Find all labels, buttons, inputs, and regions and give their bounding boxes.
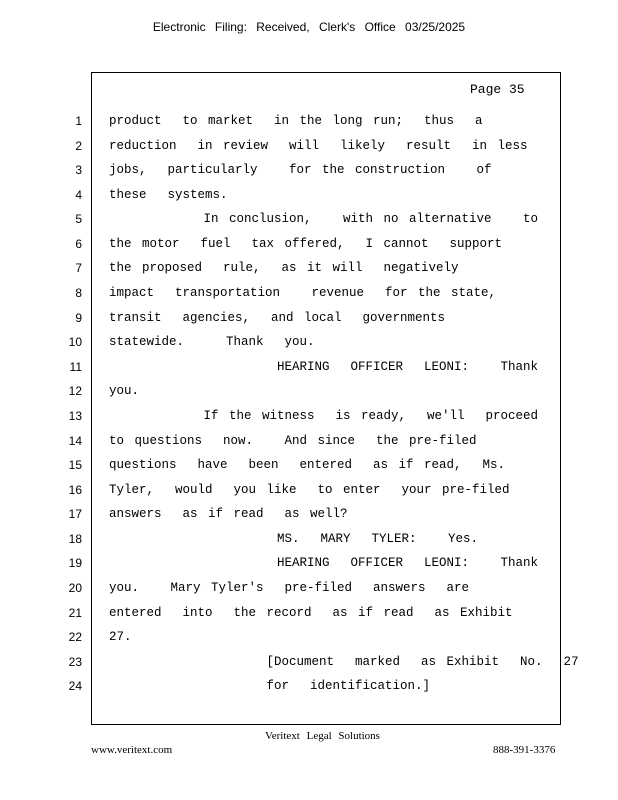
line-number: 5 xyxy=(75,212,82,226)
transcript-line: you. xyxy=(109,384,140,398)
line-number: 15 xyxy=(68,458,82,472)
transcript-line: In conclusion, with no alternative to xyxy=(109,212,539,226)
line-number: 17 xyxy=(68,507,82,521)
transcript-line: you. Mary Tyler's pre-filed answers are xyxy=(109,581,470,595)
page-number: Page 35 xyxy=(470,82,525,97)
line-number: 14 xyxy=(68,434,82,448)
line-number: 4 xyxy=(75,188,82,202)
transcript-line: statewide. Thank you. xyxy=(109,335,315,349)
transcript-line: for identification.] xyxy=(109,679,431,693)
line-number: 13 xyxy=(68,409,82,423)
line-number: 6 xyxy=(75,237,82,251)
transcript-line: answers as if read as well? xyxy=(109,507,348,521)
transcript-line: questions have been entered as if read, Ms. xyxy=(109,458,506,472)
line-number: 20 xyxy=(68,581,82,595)
transcript-line: MS. MARY TYLER: Yes. xyxy=(109,532,479,546)
transcript-line: to questions now. And since the pre-filed xyxy=(109,434,477,448)
line-number: 11 xyxy=(69,360,82,374)
transcript-line: the proposed rule, as it will negatively xyxy=(109,261,459,275)
transcript-line: product to market in the long run; thus a xyxy=(109,114,483,128)
footer-company: Veritext Legal Solutions xyxy=(265,730,380,742)
line-number: 18 xyxy=(68,532,82,546)
transcript-line: entered into the record as if read as Exhibit xyxy=(109,606,513,620)
transcript-line: reduction in review will likely result in less xyxy=(109,139,528,153)
line-number: 10 xyxy=(68,335,82,349)
footer-website: www.veritext.com xyxy=(91,744,173,756)
line-number: 19 xyxy=(68,556,82,570)
line-number: 21 xyxy=(68,606,82,620)
line-number: 9 xyxy=(75,311,82,325)
transcript-line: transit agencies, and local governments xyxy=(109,311,446,325)
line-number: 22 xyxy=(68,630,82,644)
transcript-line: [Document marked as Exhibit No. 27 xyxy=(109,655,579,669)
line-number: 24 xyxy=(68,679,82,693)
line-number: 1 xyxy=(75,114,82,128)
line-number: 16 xyxy=(68,483,82,497)
line-number: 2 xyxy=(75,139,82,153)
line-number: 7 xyxy=(75,261,82,275)
transcript-line: HEARING OFFICER LEONI: Thank xyxy=(109,556,539,570)
line-number: 8 xyxy=(75,286,82,300)
transcript-line: jobs, particularly for the construction of xyxy=(109,163,492,177)
transcript-line: If the witness is ready, we'll proceed xyxy=(109,409,539,423)
transcript-line: these systems. xyxy=(109,188,228,202)
line-number: 3 xyxy=(75,163,82,177)
line-number: 12 xyxy=(68,384,82,398)
transcript-line: Tyler, would you like to enter your pre-filed xyxy=(109,483,510,497)
transcript-line: impact transportation revenue for the state, xyxy=(109,286,497,300)
filing-stamp: Electronic Filing: Received, Clerk's Office 03/25/2025 xyxy=(152,20,466,34)
transcript-line: HEARING OFFICER LEONI: Thank xyxy=(109,360,539,374)
transcript-line: 27. xyxy=(109,630,132,644)
line-number: 23 xyxy=(68,655,82,669)
footer-phone: 888-391-3376 xyxy=(493,744,556,756)
transcript-line: the motor fuel tax offered, I cannot support xyxy=(109,237,503,251)
